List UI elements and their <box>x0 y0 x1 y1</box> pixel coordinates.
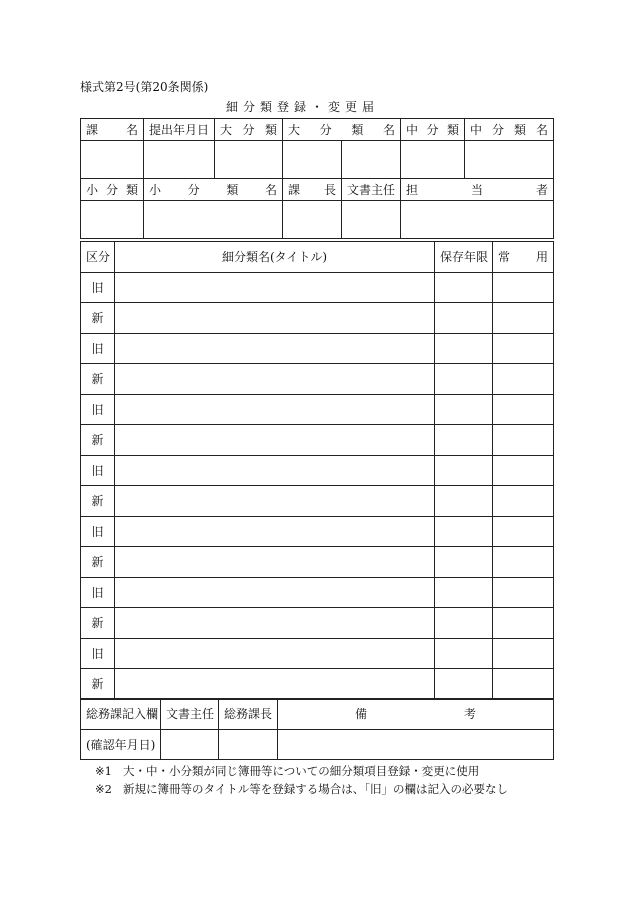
kubun-cell: 旧 <box>81 638 115 669</box>
retention-field[interactable] <box>435 638 493 669</box>
title-row <box>81 455 554 486</box>
regular-use-field[interactable] <box>493 333 554 364</box>
submission-date-field[interactable] <box>144 141 215 179</box>
regular-use-field[interactable] <box>493 608 554 639</box>
retention-field[interactable] <box>435 303 493 334</box>
regular-use-field[interactable] <box>493 455 554 486</box>
classification-info-table <box>80 118 554 239</box>
title-field[interactable] <box>115 638 435 669</box>
retention-field[interactable] <box>435 669 493 700</box>
regular-use-field[interactable] <box>493 516 554 547</box>
title-row <box>81 394 554 425</box>
title-field[interactable] <box>115 455 435 486</box>
kubun-cell: 旧 <box>81 272 115 303</box>
note-2-text: 新規に簿冊等のタイトル等を登録する場合は、「旧」の欄は記入の必要なし <box>123 782 509 796</box>
retention-field[interactable] <box>435 364 493 395</box>
retention-field[interactable] <box>435 547 493 578</box>
title-field[interactable] <box>115 364 435 395</box>
regular-use-field[interactable] <box>493 669 554 700</box>
minor-category-name-field[interactable] <box>144 201 283 239</box>
title-row <box>81 486 554 517</box>
submission-date-header: 提出年月日 <box>144 119 215 141</box>
general-affairs-header: 総務課記入欄 <box>81 699 161 730</box>
retention-period-header: 保存年限 <box>435 242 493 273</box>
regular-use-header: 常用 <box>493 242 554 273</box>
kubun-cell: 新 <box>81 669 115 700</box>
general-affairs-chief-header: 総務課長 <box>219 699 278 730</box>
major-category-name-header: 大分類名 <box>283 119 401 141</box>
regular-use-field[interactable] <box>493 638 554 669</box>
general-affairs-table <box>80 698 554 760</box>
title-field[interactable] <box>115 608 435 639</box>
title-field[interactable] <box>115 577 435 608</box>
form-number: 様式第2号(第20条関係) <box>80 80 209 94</box>
doc-chief-header: 文書主任 <box>342 179 401 201</box>
kubun-cell: 新 <box>81 364 115 395</box>
kubun-cell: 新 <box>81 303 115 334</box>
title-field[interactable] <box>115 333 435 364</box>
title-row <box>81 364 554 395</box>
minor-category-header: 小分類 <box>81 179 144 201</box>
note-1 <box>95 762 508 780</box>
bottom-doc-chief-field[interactable] <box>161 729 219 760</box>
minor-category-name-header: 小分類名 <box>144 179 283 201</box>
title-row <box>81 333 554 364</box>
title-registration-table <box>80 241 554 700</box>
major-category-name-field-a[interactable] <box>283 141 342 179</box>
kubun-cell: 旧 <box>81 516 115 547</box>
kubun-cell: 旧 <box>81 394 115 425</box>
title-row <box>81 547 554 578</box>
section-chief-header: 課長 <box>283 179 342 201</box>
remarks-label: 備考 <box>355 707 476 722</box>
retention-field[interactable] <box>435 394 493 425</box>
regular-use-field[interactable] <box>493 303 554 334</box>
general-affairs-chief-field[interactable] <box>219 729 278 760</box>
title-row <box>81 425 554 456</box>
regular-use-field[interactable] <box>493 425 554 456</box>
kubun-header: 区分 <box>81 242 115 273</box>
doc-chief-seal-field[interactable] <box>342 201 401 239</box>
title-field[interactable] <box>115 394 435 425</box>
mid-category-name-field[interactable] <box>465 141 554 179</box>
title-row <box>81 272 554 303</box>
title-field[interactable] <box>115 486 435 517</box>
minor-category-field[interactable] <box>81 201 144 239</box>
note-1-text: 大・中・小分類が同じ簿冊等についての細分類項目登録・変更に使用 <box>123 764 480 778</box>
dept-name-header: 課名 <box>81 119 144 141</box>
title-field[interactable] <box>115 547 435 578</box>
regular-use-field[interactable] <box>493 577 554 608</box>
form-title: 細分類登録・変更届 <box>226 100 380 114</box>
title-row <box>81 608 554 639</box>
kubun-cell: 旧 <box>81 577 115 608</box>
retention-field[interactable] <box>435 486 493 517</box>
title-row <box>81 516 554 547</box>
regular-use-field[interactable] <box>493 394 554 425</box>
kubun-cell: 旧 <box>81 455 115 486</box>
retention-field[interactable] <box>435 455 493 486</box>
remarks-field[interactable] <box>278 729 554 760</box>
regular-use-field[interactable] <box>493 547 554 578</box>
person-in-charge-field[interactable] <box>401 201 554 239</box>
notes <box>95 762 508 798</box>
regular-use-field[interactable] <box>493 364 554 395</box>
section-chief-seal-field[interactable] <box>283 201 342 239</box>
mid-category-header: 中分類 <box>401 119 465 141</box>
kubun-cell: 新 <box>81 608 115 639</box>
retention-field[interactable] <box>435 608 493 639</box>
retention-field[interactable] <box>435 333 493 364</box>
regular-use-field[interactable] <box>493 486 554 517</box>
retention-field[interactable] <box>435 272 493 303</box>
major-category-header: 大分類 <box>215 119 283 141</box>
title-row <box>81 303 554 334</box>
title-field[interactable] <box>115 272 435 303</box>
kubun-cell: 新 <box>81 425 115 456</box>
person-in-charge-header: 担当者 <box>401 179 554 201</box>
title-header: 細分類名(タイトル) <box>115 242 435 273</box>
kubun-cell: 新 <box>81 547 115 578</box>
major-category-field[interactable] <box>215 141 283 179</box>
remarks-header <box>278 699 554 730</box>
title-field[interactable] <box>115 516 435 547</box>
mid-category-name-header: 中分類名 <box>465 119 554 141</box>
title-row <box>81 669 554 700</box>
kubun-cell: 旧 <box>81 333 115 364</box>
note-2-mark: ※2 <box>95 782 112 796</box>
confirm-date-label: (確認年月日) <box>81 729 161 760</box>
dept-name-field[interactable] <box>81 141 144 179</box>
bottom-doc-chief-header: 文書主任 <box>161 699 219 730</box>
kubun-cell: 新 <box>81 486 115 517</box>
note-1-mark: ※1 <box>95 764 112 778</box>
note-2 <box>95 780 508 798</box>
mid-category-field[interactable] <box>401 141 465 179</box>
major-category-name-field-b[interactable] <box>342 141 401 179</box>
title-row <box>81 638 554 669</box>
title-field[interactable] <box>115 303 435 334</box>
retention-field[interactable] <box>435 425 493 456</box>
title-field[interactable] <box>115 425 435 456</box>
regular-use-field[interactable] <box>493 272 554 303</box>
title-field[interactable] <box>115 669 435 700</box>
retention-field[interactable] <box>435 516 493 547</box>
title-row <box>81 577 554 608</box>
retention-field[interactable] <box>435 577 493 608</box>
